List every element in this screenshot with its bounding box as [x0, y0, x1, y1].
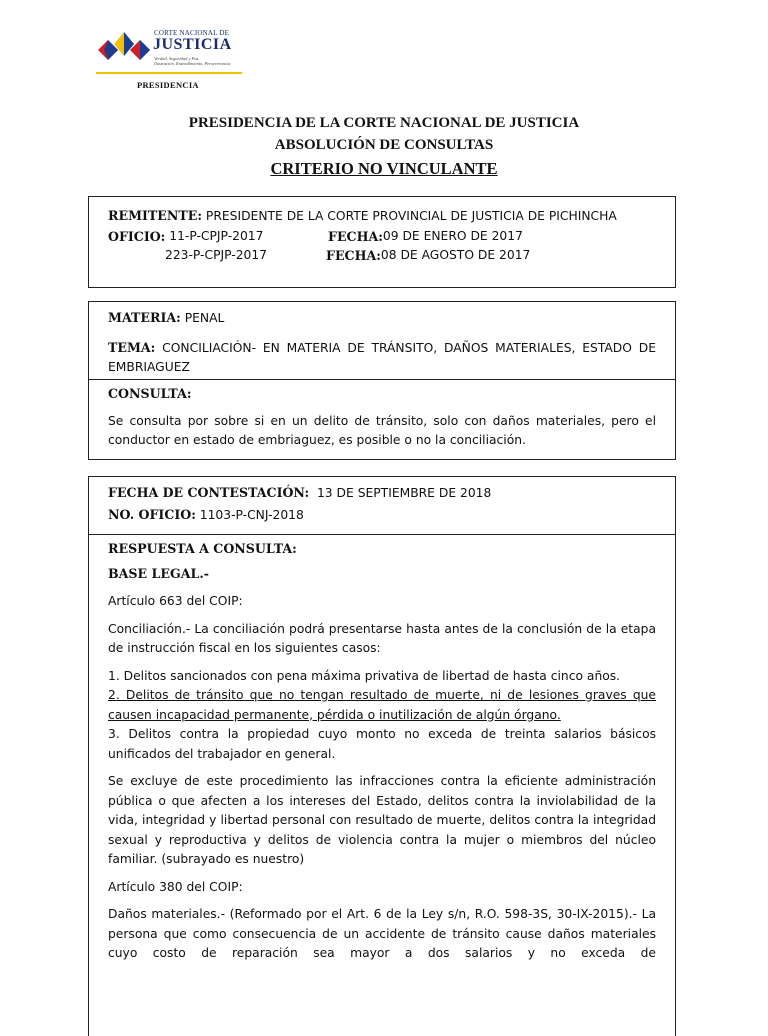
document-header [0, 112, 768, 182]
fecha-cell-1 [328, 227, 523, 248]
respuesta-heading [108, 539, 656, 560]
exclusion-paragraph: Se excluye de este procedimiento las infracciones contra la eficiente administración pública o que afecten a los intereses del Estado, delitos contra la inviolabilidad de la vida, integridad y libertad personal con resultado de muerte, delitos contra la integridad sexual y reproductiva y delitos de violencia contra la mujer o miembros del núcleo familiar. (subrayado es nuestro) [108, 774, 656, 866]
remitente-line [108, 206, 656, 227]
fecha-label-2: FECHA: [326, 248, 381, 263]
oficio-value-1: 11-P-CPJP-2017 [169, 228, 264, 243]
list-item-3: 3. Delitos contra la propiedad cuyo monto no exceda de treinta salarios básicos unificados del trabajador en general. [108, 727, 656, 761]
art380-heading: Artículo 380 del COIP: [108, 879, 243, 894]
list-item-1: 1. Delitos sancionados con pena máxima privativa de libertad de hasta cinco años. [108, 668, 621, 683]
sender-box [88, 196, 676, 288]
subject-section [89, 302, 675, 379]
remitente-label: REMITENTE: [108, 208, 202, 223]
list-item-2-underlined: 2. Delitos de tránsito que no tengan resultado de muerte, ni de lesiones graves que causen incapacidad permanente, pérdida o inutilización de algún órgano. [108, 688, 656, 722]
logo-tagline-2: Ilustración, Entendimiento, Perseverancia [154, 61, 231, 66]
base-legal-heading [108, 564, 656, 585]
contestacion-value: 13 DE SEPTIEMBRE DE 2018 [316, 486, 492, 500]
no-oficio-label: NO. OFICIO: [108, 506, 196, 522]
remitente-value: PRESIDENTE DE LA CORTE PROVINCIAL DE JUSTICIA DE PICHINCHA [205, 209, 617, 223]
tema-value: CONCILIACIÓN- EN MATERIA DE TRÁNSITO, DAÑOS MATERIALES, ESTADO DE EMBRIAGUEZ [108, 340, 656, 374]
logo-org-small: CORTE NACIONAL DE [154, 29, 230, 37]
consulta-heading: CONSULTA: [108, 386, 192, 401]
consulta-text: Se consulta por sobre si en un delito de tránsito, solo con daños materiales, pero el conductor en estado de embriaguez, es posible o no la conciliación. [108, 413, 656, 447]
answer-meta-section [89, 477, 675, 534]
fecha-value-2: 08 DE AGOSTO DE 2017 [380, 248, 531, 262]
conciliacion-paragraph: Conciliación.- La conciliación podrá presentarse hasta antes de la conclusión de la etapa de instrucción fiscal en los siguientes casos: [108, 621, 656, 655]
title-absolucion: ABSOLUCIÓN DE CONSULTAS [274, 137, 494, 153]
logo-yellow-rule [96, 72, 242, 74]
oficio-value-2: 223-P-CPJP-2017 [165, 248, 267, 262]
fecha-cell-2 [326, 246, 531, 267]
fecha-value-1: 09 DE ENERO DE 2017 [382, 228, 523, 243]
no-oficio-line [108, 505, 656, 526]
subject-box [88, 301, 676, 460]
materia-label: MATERIA: [108, 310, 181, 325]
respuesta-label: RESPUESTA A CONSULTA: [108, 541, 297, 556]
justice-emblem-icon [96, 30, 152, 64]
materia-line [108, 308, 656, 329]
tema-label: TEMA: [108, 339, 156, 355]
oficio-label: OFICIO: [108, 228, 166, 244]
oficio-cell [108, 227, 264, 248]
tema-line [108, 338, 656, 378]
logo-tagline-1: Verdad, Seguridad y Paz [154, 56, 199, 61]
oficio-row-1 [108, 227, 656, 247]
logo-division: PRESIDENCIA [137, 80, 199, 90]
no-oficio-value: 1103-P-CNJ-2018 [199, 507, 304, 522]
logo-tagline [154, 56, 244, 66]
answer-box [88, 476, 676, 1036]
fecha-label-1: FECHA: [328, 228, 383, 244]
contestacion-label: FECHA DE CONTESTACIÓN: [108, 485, 310, 500]
court-logo [96, 24, 246, 94]
title-presidencia: PRESIDENCIA DE LA CORTE NACIONAL DE JUSTICIA [188, 115, 580, 131]
consulta-section [89, 379, 675, 451]
logo-org-name: JUSTICIA [153, 36, 232, 53]
danos-paragraph: Daños materiales.- (Reformado por el Art. 6 de la Ley s/n, R.O. 598-3S, 30-IX-2015).- La persona que como consecuencia de un accidente de tránsito cause daños materiales cuyo costo de reparación sea mayor a dos salarios y no exceda de [108, 907, 656, 960]
contestacion-line [108, 483, 656, 504]
materia-value: PENAL [184, 311, 225, 325]
sender-section [89, 197, 675, 266]
answer-body-section [89, 534, 675, 964]
consulta-label [108, 384, 656, 405]
base-legal-label: BASE LEGAL.- [108, 565, 209, 581]
oficio-row-2 [108, 246, 656, 266]
title-criterio: CRITERIO NO VINCULANTE [270, 159, 498, 178]
art663-heading: Artículo 663 del COIP: [108, 594, 243, 608]
